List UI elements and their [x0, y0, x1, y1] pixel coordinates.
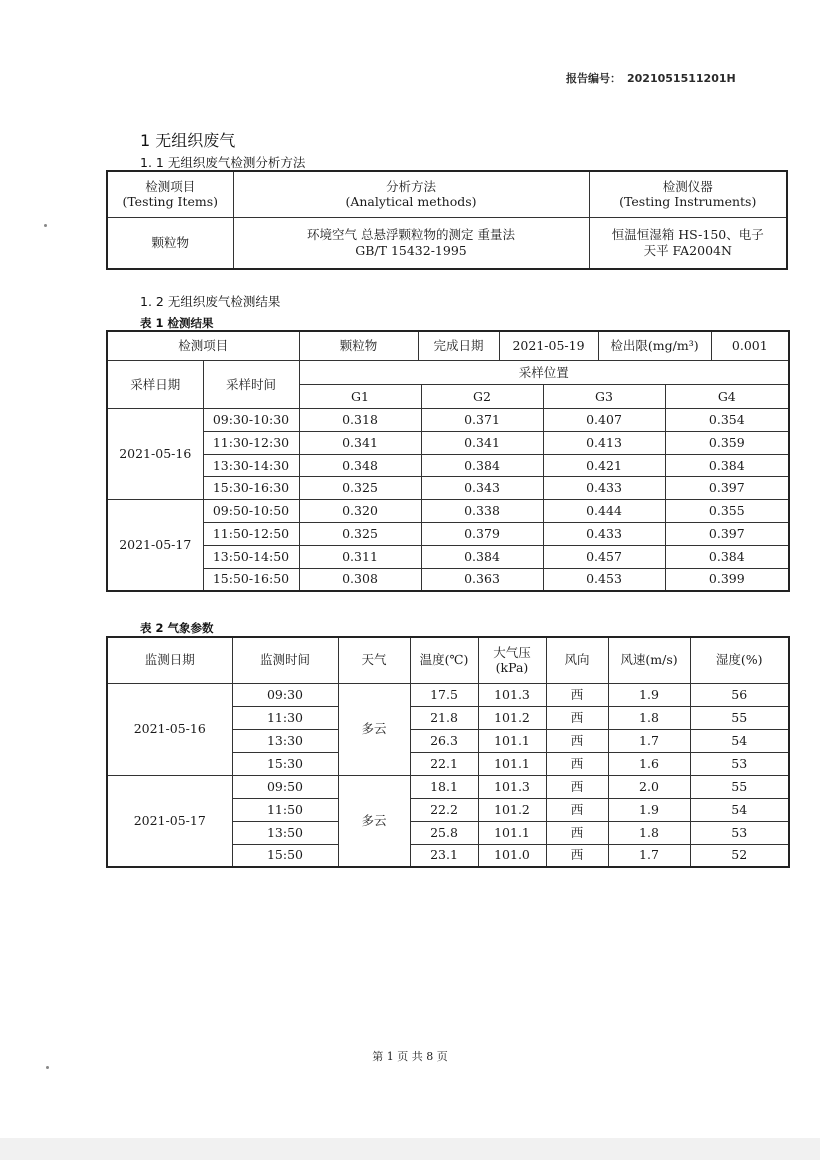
wind-direction: 西: [546, 821, 608, 844]
weather-time: 13:30: [232, 729, 338, 752]
wind-direction: 西: [546, 729, 608, 752]
table2-caption: 表 2 气象参数: [140, 621, 214, 635]
table1-caption: 表 1 检测结果: [140, 316, 214, 330]
weather-header-time: 监测时间: [232, 637, 338, 683]
result-value-g2: 0.384: [421, 454, 543, 477]
wind-direction: 西: [546, 844, 608, 867]
results-row: [107, 409, 789, 432]
results-row: [107, 454, 789, 477]
weather-row: [107, 775, 789, 798]
humidity: 53: [690, 821, 789, 844]
temperature: 18.1: [410, 775, 478, 798]
wind-speed: 1.7: [608, 729, 690, 752]
result-value-g1: 0.348: [299, 454, 421, 477]
methods-row: [107, 217, 787, 269]
method-line: 环境空气 总悬浮颗粒物的测定 重量法: [307, 227, 515, 243]
wind-speed: 1.7: [608, 844, 690, 867]
page-footer: 第 1 页 共 8 页: [372, 1050, 448, 1063]
weather-header-wind-dir: 风向: [546, 637, 608, 683]
wind-speed: 1.9: [608, 798, 690, 821]
complete-date-label: 完成日期: [419, 332, 500, 360]
results-row: [107, 500, 789, 523]
header-zh: 检测项目: [145, 178, 196, 194]
position-g4: G4: [665, 385, 789, 409]
result-value-g1: 0.320: [299, 500, 421, 523]
methods-header-item: [107, 171, 233, 217]
result-value-g2: 0.363: [421, 568, 543, 591]
subsection-methods-title: 1. 1 无组织废气检测分析方法: [140, 155, 306, 170]
results-meta-row: [107, 331, 789, 361]
detection-limit-value: 0.001: [731, 338, 768, 354]
result-value-g4: 0.359: [665, 431, 789, 454]
sampling-time: 11:50-12:50: [203, 522, 299, 545]
result-value-g3: 0.444: [543, 500, 665, 523]
pressure: 101.3: [478, 775, 546, 798]
humidity: 54: [690, 729, 789, 752]
sampling-time: 13:30-14:30: [203, 454, 299, 477]
results-row: [107, 545, 789, 568]
weather-date: 2021-05-17: [107, 775, 232, 867]
wind-speed: 1.8: [608, 821, 690, 844]
item-value: 颗粒物: [300, 332, 419, 360]
sampling-date-header: 采样日期: [107, 361, 203, 409]
sampling-time: 09:50-10:50: [203, 500, 299, 523]
section-title: 1 无组织废气: [140, 131, 236, 150]
humidity: 52: [690, 844, 789, 867]
position-g1: G1: [299, 385, 421, 409]
result-value-g2: 0.371: [421, 409, 543, 432]
weather-header-humidity: 湿度(%): [690, 637, 789, 683]
result-value-g2: 0.341: [421, 431, 543, 454]
weather-header-weather: 天气: [338, 637, 410, 683]
pressure: 101.0: [478, 844, 546, 867]
wind-direction: 西: [546, 683, 608, 706]
sampling-date: 2021-05-17: [107, 500, 203, 591]
position-g2: G2: [421, 385, 543, 409]
weather-date: 2021-05-16: [107, 683, 232, 775]
wind-direction: 西: [546, 706, 608, 729]
detection-limit-label: 检出限(mg/m³): [599, 332, 712, 360]
result-value-g1: 0.311: [299, 545, 421, 568]
complete-date-value: 2021-05-19: [500, 332, 599, 360]
pressure-unit: (kPa): [495, 660, 529, 676]
methods-header-row: [107, 171, 787, 217]
weather-time: 15:50: [232, 844, 338, 867]
pressure: 101.2: [478, 798, 546, 821]
report-number-value: 2021051511201H: [627, 72, 736, 85]
temperature: 21.8: [410, 706, 478, 729]
results-row: [107, 522, 789, 545]
method-standard: GB/T 15432-1995: [355, 242, 467, 258]
result-value-g4: 0.355: [665, 500, 789, 523]
result-value-g4: 0.384: [665, 454, 789, 477]
methods-table: [106, 170, 788, 270]
wind-direction: 西: [546, 752, 608, 775]
results-row: [107, 431, 789, 454]
weather-time: 11:50: [232, 798, 338, 821]
result-value-g1: 0.308: [299, 568, 421, 591]
pressure: 101.2: [478, 706, 546, 729]
position-g3: G3: [543, 385, 665, 409]
pressure: 101.1: [478, 729, 546, 752]
item-label: 检测项目: [107, 331, 299, 361]
scan-speck: [44, 224, 47, 227]
temperature: 17.5: [410, 683, 478, 706]
wind-speed: 1.6: [608, 752, 690, 775]
humidity: 56: [690, 683, 789, 706]
weather-time: 09:30: [232, 683, 338, 706]
header-zh: 分析方法: [385, 178, 436, 194]
result-value-g1: 0.325: [299, 522, 421, 545]
result-value-g2: 0.379: [421, 522, 543, 545]
weather-table: [106, 636, 790, 868]
header-en: (Testing Items): [122, 194, 219, 210]
results-header-row: [107, 361, 789, 385]
sampling-date: 2021-05-16: [107, 409, 203, 500]
result-value-g1: 0.341: [299, 431, 421, 454]
weather-header-row: [107, 637, 789, 683]
result-value-g4: 0.399: [665, 568, 789, 591]
instrument-line: 天平 FA2004N: [643, 242, 732, 258]
temperature: 22.2: [410, 798, 478, 821]
weather-condition: 多云: [338, 775, 410, 867]
methods-header-method: [233, 171, 589, 217]
weather-header-pressure: [478, 637, 546, 683]
sampling-time-header: 采样时间: [203, 361, 299, 409]
sampling-position-header: 采样位置: [299, 361, 789, 385]
wind-speed: 1.8: [608, 706, 690, 729]
temperature: 26.3: [410, 729, 478, 752]
pressure: 101.1: [478, 752, 546, 775]
weather-header-temp: 温度(℃): [410, 637, 478, 683]
meta-cell: [299, 331, 789, 361]
pressure-label: 大气压: [493, 644, 531, 660]
scan-edge: [0, 1138, 820, 1160]
result-value-g4: 0.354: [665, 409, 789, 432]
subsection-results-title: 1. 2 无组织废气检测结果: [140, 294, 281, 309]
result-value-g4: 0.397: [665, 522, 789, 545]
header-zh: 检测仪器: [662, 178, 713, 194]
result-value-g3: 0.433: [543, 522, 665, 545]
result-value-g4: 0.397: [665, 477, 789, 500]
result-value-g3: 0.413: [543, 431, 665, 454]
temperature: 25.8: [410, 821, 478, 844]
pressure: 101.1: [478, 821, 546, 844]
humidity: 53: [690, 752, 789, 775]
result-value-g2: 0.343: [421, 477, 543, 500]
scan-speck: [46, 1066, 49, 1069]
weather-row: [107, 683, 789, 706]
temperature: 22.1: [410, 752, 478, 775]
header-en: (Testing Instruments): [619, 194, 757, 210]
results-table: [106, 330, 790, 592]
weather-header-date: 监测日期: [107, 637, 232, 683]
weather-condition: 多云: [338, 683, 410, 775]
result-value-g3: 0.421: [543, 454, 665, 477]
pressure: 101.3: [478, 683, 546, 706]
weather-time: 13:50: [232, 821, 338, 844]
result-value-g3: 0.433: [543, 477, 665, 500]
result-value-g2: 0.384: [421, 545, 543, 568]
wind-speed: 2.0: [608, 775, 690, 798]
weather-time: 09:50: [232, 775, 338, 798]
temperature: 23.1: [410, 844, 478, 867]
humidity: 55: [690, 706, 789, 729]
header-en: (Analytical methods): [345, 194, 477, 210]
weather-header-wind-speed: 风速(m/s): [608, 637, 690, 683]
result-value-g3: 0.457: [543, 545, 665, 568]
results-row: [107, 477, 789, 500]
wind-direction: 西: [546, 798, 608, 821]
humidity: 54: [690, 798, 789, 821]
report-number: [566, 70, 736, 86]
methods-instrument: [589, 217, 787, 269]
instrument-line: 恒温恒湿箱 HS-150、电子: [611, 227, 764, 243]
methods-item: 颗粒物: [107, 217, 233, 269]
wind-direction: 西: [546, 775, 608, 798]
result-value-g1: 0.325: [299, 477, 421, 500]
wind-speed: 1.9: [608, 683, 690, 706]
humidity: 55: [690, 775, 789, 798]
methods-method: [233, 217, 589, 269]
sampling-time: 11:30-12:30: [203, 431, 299, 454]
report-number-label: 报告编号：: [566, 72, 621, 85]
result-value-g3: 0.453: [543, 568, 665, 591]
results-row: [107, 568, 789, 591]
methods-header-instrument: [589, 171, 787, 217]
weather-time: 15:30: [232, 752, 338, 775]
result-value-g4: 0.384: [665, 545, 789, 568]
sampling-time: 09:30-10:30: [203, 409, 299, 432]
weather-time: 11:30: [232, 706, 338, 729]
sampling-time: 15:50-16:50: [203, 568, 299, 591]
result-value-g2: 0.338: [421, 500, 543, 523]
sampling-time: 13:50-14:50: [203, 545, 299, 568]
result-value-g1: 0.318: [299, 409, 421, 432]
sampling-time: 15:30-16:30: [203, 477, 299, 500]
result-value-g3: 0.407: [543, 409, 665, 432]
